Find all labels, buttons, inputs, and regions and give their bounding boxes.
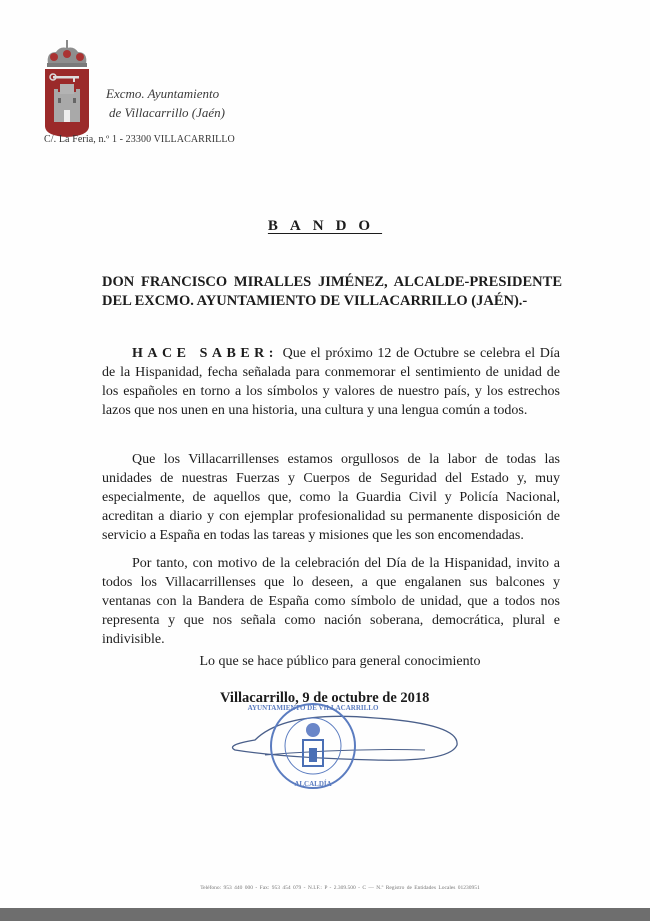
paragraph-3: Por tanto, con motivo de la celebración del Día de la Hispanidad, invito a todos los Villacarrillenses que lo deseen, a que engalanen sus balcones y ventanas con la Bandera de España como símbolo de unidad, que a todos nos representa y que nos señala como nación soberana, democrática, plural e indivisible. xyxy=(102,556,560,647)
paragraph-1-text: Que el próximo 12 de Octubre se celebra el Día de la Hispanidad, fecha señalada para conmemorar el sentimiento de unidad de los españoles en torno a los símbolos y valores de nuestro país, y los estrechos lazos que nos unen en una historia, una cultura y una lengua común a todos. xyxy=(102,346,561,418)
closing-line: Lo que se hace público para general conocimiento xyxy=(199,654,481,669)
svg-text:ALCALDÍA: ALCALDÍA xyxy=(294,780,332,788)
footer-contact: Teléfono: 953 440 000 - Fax: 953 454 079 - N.I.F.: P - 2.309.500 - C — N.º Registro de Entidades Locales 01230951 xyxy=(200,885,480,891)
document-heading: DON FRANCISCO MIRALLES JIMÉNEZ, ALCALDE-PRESIDENTE DEL EXCMO. AYUNTAMIENTO DE VILLACARRILLO (JAÉN).- xyxy=(102,274,562,309)
paragraph-1 xyxy=(102,344,560,420)
document-title: BANDO xyxy=(267,218,383,234)
coat-of-arms-icon xyxy=(40,40,94,138)
hace-saber-lead: HACE SABER: xyxy=(132,346,278,361)
official-seal-icon xyxy=(225,700,470,790)
bottom-edge xyxy=(0,908,650,921)
letterhead-title-line1: Excmo. Ayuntamiento xyxy=(106,86,220,101)
letterhead-address: C/. La Feria, n.º 1 - 23300 VILLACARRILLO xyxy=(44,134,235,145)
letterhead-title xyxy=(106,84,225,122)
paragraph-2: Que los Villacarrillenses estamos orgullosos de la labor de todas las unidades de nuestras Fuerzas y Cuerpos de Seguridad del Estado y, muy especialmente, de aquellos que, como la Guardia Civil y Policía Nacional, acreditan a diario y con ejemplar profesionalidad su permanente disposición de servicio a España en todas las tareas y misiones que les son encomendadas. xyxy=(102,452,560,543)
letterhead-title-line2: de Villacarrillo (Jaén) xyxy=(109,105,226,120)
svg-text:AYUNTAMIENTO DE VILLACARRILLO: AYUNTAMIENTO DE VILLACARRILLO xyxy=(247,704,379,712)
date-line: Villacarrillo, 9 de octubre de 2018 xyxy=(220,690,430,706)
